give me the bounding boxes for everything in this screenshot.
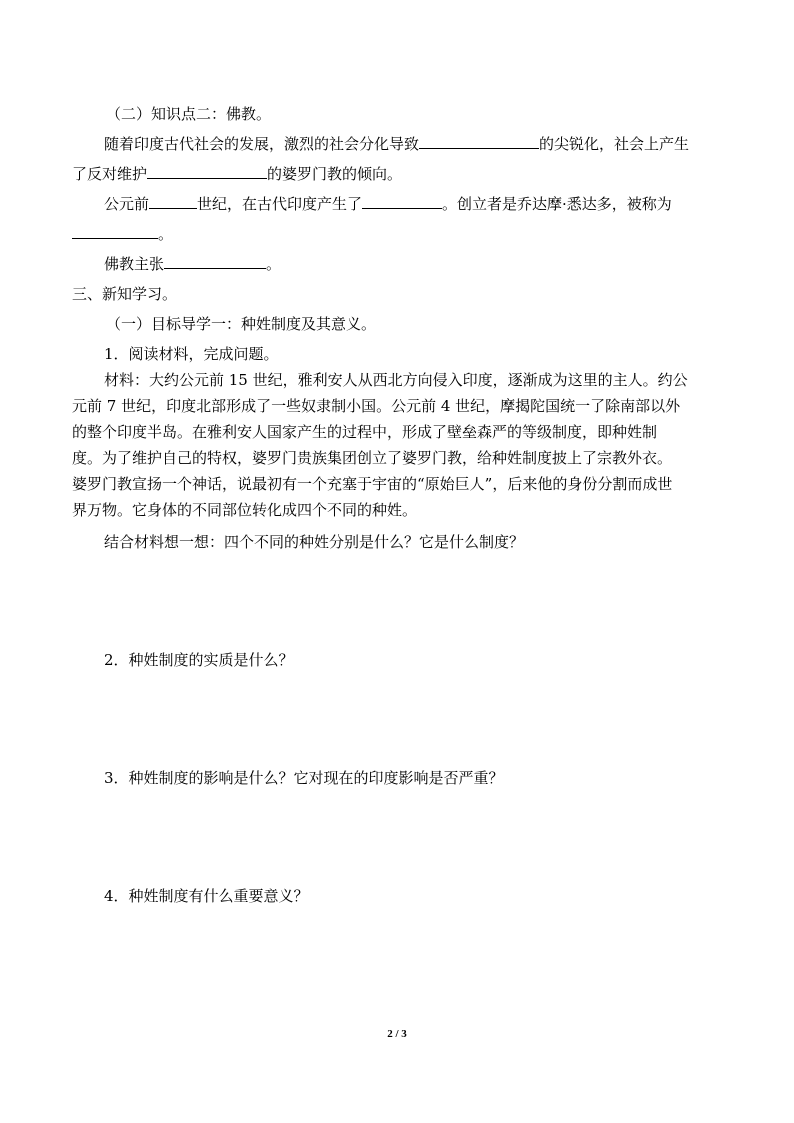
section2-paragraph-2-line-1 [104, 194, 672, 214]
material-line-4: 度。为了维护自己的特权，婆罗门贵族集团创立了婆罗门教，给种姓制度披上了宗教外衣。 [72, 449, 673, 467]
goal1-heading: （一）目标导学一：种姓制度及其意义。 [106, 315, 377, 333]
section2-paragraph-1-line-1 [104, 134, 689, 154]
fill-blank[interactable] [164, 254, 266, 269]
p1-text-b: 的尖锐化，社会上产生 [539, 135, 690, 153]
section2-paragraph-3 [104, 254, 281, 274]
p1-text-d: 的婆罗门教的倾向。 [267, 165, 403, 183]
p2-text-d: 。 [158, 225, 174, 243]
page-number: 2 / 3 [387, 1028, 407, 1040]
question-3: 3．种姓制度的影响是什么？它对现在的印度影响是否严重？ [104, 769, 504, 787]
question-1: 1．阅读材料，完成问题。 [104, 345, 279, 363]
fill-blank[interactable] [149, 194, 197, 209]
section2-paragraph-1-line-2 [72, 164, 402, 184]
material-line-1: 材料：大约公元前 15 世纪，雅利安人从西北方向侵入印度，逐渐成为这里的主人。约公 [104, 371, 688, 389]
material-line-5: 婆罗门教宣扬一个神话，说最初有一个充塞于宇宙的“原始巨人”，后来他的身份分割而成世 [72, 475, 673, 493]
question-4: 4．种姓制度有什么重要意义？ [104, 887, 309, 905]
p1-text-a: 随着印度古代社会的发展，激烈的社会分化导致 [104, 135, 420, 153]
fill-blank[interactable] [419, 134, 539, 149]
p2-text-a: 公元前 [104, 195, 150, 213]
fill-blank[interactable] [362, 194, 442, 209]
material-line-2: 元前 7 世纪，印度北部形成了一些奴隶制小国。公元前 4 世纪，摩揭陀国统一了除南部以外 [72, 397, 681, 415]
part3-heading: 三、新知学习。 [72, 285, 178, 303]
p3-text-a: 佛教主张 [104, 255, 165, 273]
material-line-3: 的整个印度半岛。在雅利安人国家产生的过程中，形成了壁垒森严的等级制度，即种姓制 [72, 423, 658, 441]
p2-text-b: 世纪，在古代印度产生了 [197, 195, 363, 213]
question-2: 2．种姓制度的实质是什么？ [104, 651, 294, 669]
p3-text-b: 。 [266, 255, 282, 273]
p1-text-c: 了反对维护 [72, 165, 148, 183]
think-prompt: 结合材料想一想：四个不同的种姓分别是什么？它是什么制度？ [104, 533, 525, 551]
section2-paragraph-2-line-2 [72, 224, 173, 244]
p2-text-c: 。创立者是乔达摩·悉达多，被称为 [442, 195, 672, 213]
fill-blank[interactable] [72, 224, 158, 239]
fill-blank[interactable] [147, 164, 267, 179]
section2-heading: （二）知识点二：佛教。 [106, 105, 272, 123]
material-line-6: 界万物。它身体的不同部位转化成四个不同的种姓。 [72, 501, 418, 519]
